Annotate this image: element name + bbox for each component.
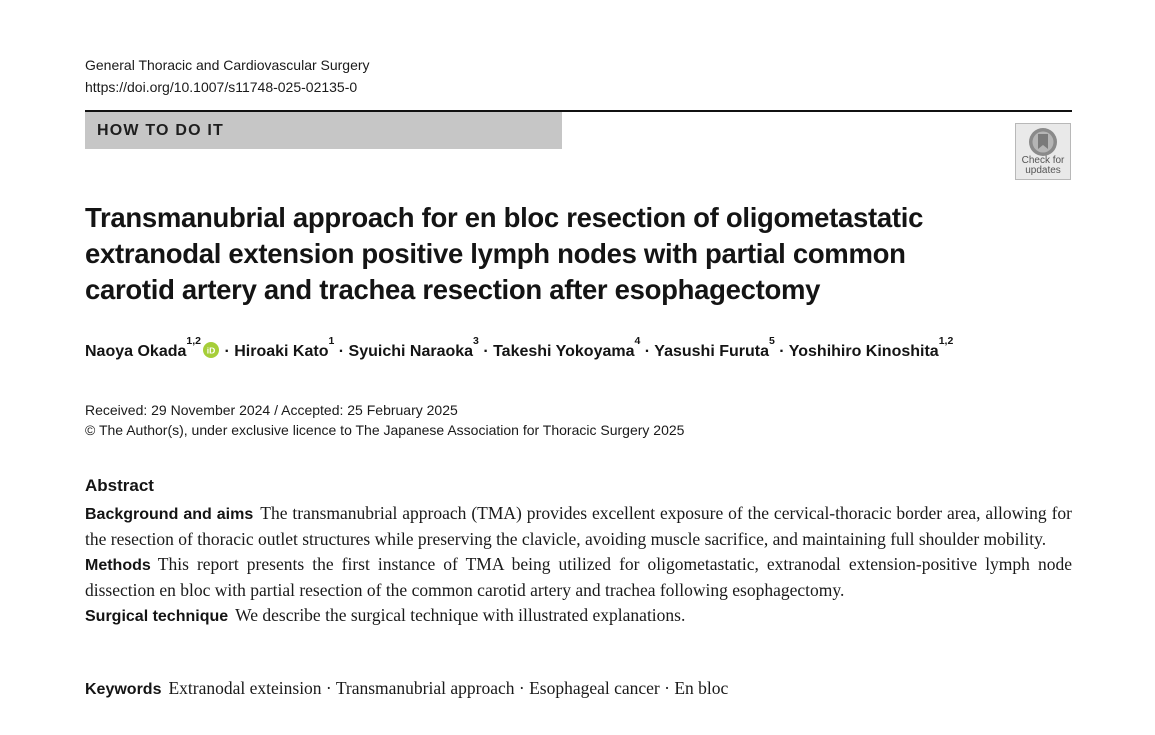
- abstract-body: [85, 501, 1072, 629]
- title-line: extranodal extension positive lymph nodes with partial common: [85, 238, 906, 269]
- author-name[interactable]: Syuichi Naraoka: [348, 343, 474, 360]
- author-affiliation: 1,2: [186, 335, 201, 347]
- title-line: Transmanubrial approach for en bloc resection of oligometastatic: [85, 202, 924, 233]
- check-for-updates-badge[interactable]: [1015, 123, 1071, 180]
- check-updates-line1: Check for: [1021, 155, 1065, 166]
- article-title: [85, 200, 985, 308]
- keywords-text: Extranodal exteinsion · Transmanubrial approach · Esophageal cancer · En bloc: [168, 678, 729, 698]
- abstract-heading: Abstract: [85, 476, 154, 495]
- abstract-section-technique: [85, 603, 1072, 629]
- author-separator: ·: [640, 343, 655, 360]
- received-accepted-dates: Received: 29 November 2024 / Accepted: 25 February 2025: [85, 402, 458, 418]
- author-separator: ·: [220, 343, 235, 360]
- keywords-label: Keywords: [85, 681, 162, 698]
- svg-text:iD: iD: [206, 345, 216, 356]
- check-for-updates-icon: [1025, 126, 1061, 158]
- author-separator: ·: [334, 343, 349, 360]
- orcid-icon[interactable]: [203, 342, 219, 366]
- abstract-label: Surgical technique: [85, 608, 229, 625]
- author-name[interactable]: Takeshi Yokoyama: [493, 343, 635, 360]
- author-affiliation: 1: [328, 335, 335, 347]
- keywords: [85, 676, 1072, 702]
- author-list: [85, 335, 1085, 366]
- author-separator: ·: [478, 343, 494, 360]
- abstract-text: This report presents the first instance of TMA being utilized for oligometastatic, extranodal extension-positive lymph node dissection en bloc with partial resection of the common carotid artery and trachea following esophagectomy.: [85, 554, 1072, 600]
- author-name[interactable]: Hiroaki Kato: [234, 343, 329, 360]
- author-affiliation: 3: [473, 335, 479, 347]
- abstract-label: Methods: [85, 557, 151, 574]
- journal-name: General Thoracic and Cardiovascular Surgery: [85, 57, 370, 73]
- author-affiliation: 5: [768, 335, 775, 347]
- title-line: carotid artery and trachea resection after esophagectomy: [85, 274, 821, 305]
- abstract-section-background: [85, 501, 1072, 552]
- author-name[interactable]: Yasushi Furuta: [654, 343, 769, 360]
- check-updates-line2: updates: [1025, 165, 1061, 176]
- abstract-text: We describe the surgical technique with illustrated explanations.: [235, 605, 686, 625]
- author-affiliation: 1,2: [938, 335, 954, 347]
- abstract-section-methods: [85, 552, 1072, 603]
- article-type-banner: HOW TO DO IT: [85, 112, 562, 149]
- doi-link[interactable]: https://doi.org/10.1007/s11748-025-02135-0: [85, 79, 358, 95]
- author-name[interactable]: Naoya Okada: [85, 343, 187, 360]
- author-affiliation: 4: [634, 335, 641, 347]
- author-separator: ·: [774, 343, 789, 360]
- copyright-notice: © The Author(s), under exclusive licence to The Japanese Association for Thoracic Surgery 2025: [85, 422, 685, 438]
- abstract-label: Background and aims: [85, 506, 254, 523]
- abstract-text: The transmanubrial approach (TMA) provides excellent exposure of the cervical-thoracic border area, allowing for the resection of thoracic outlet structures while preserving the clavicle, avoiding muscle sacrifice, and maintaining full shoulder mobility.: [85, 503, 1072, 549]
- author-name[interactable]: Yoshihiro Kinoshita: [788, 343, 939, 360]
